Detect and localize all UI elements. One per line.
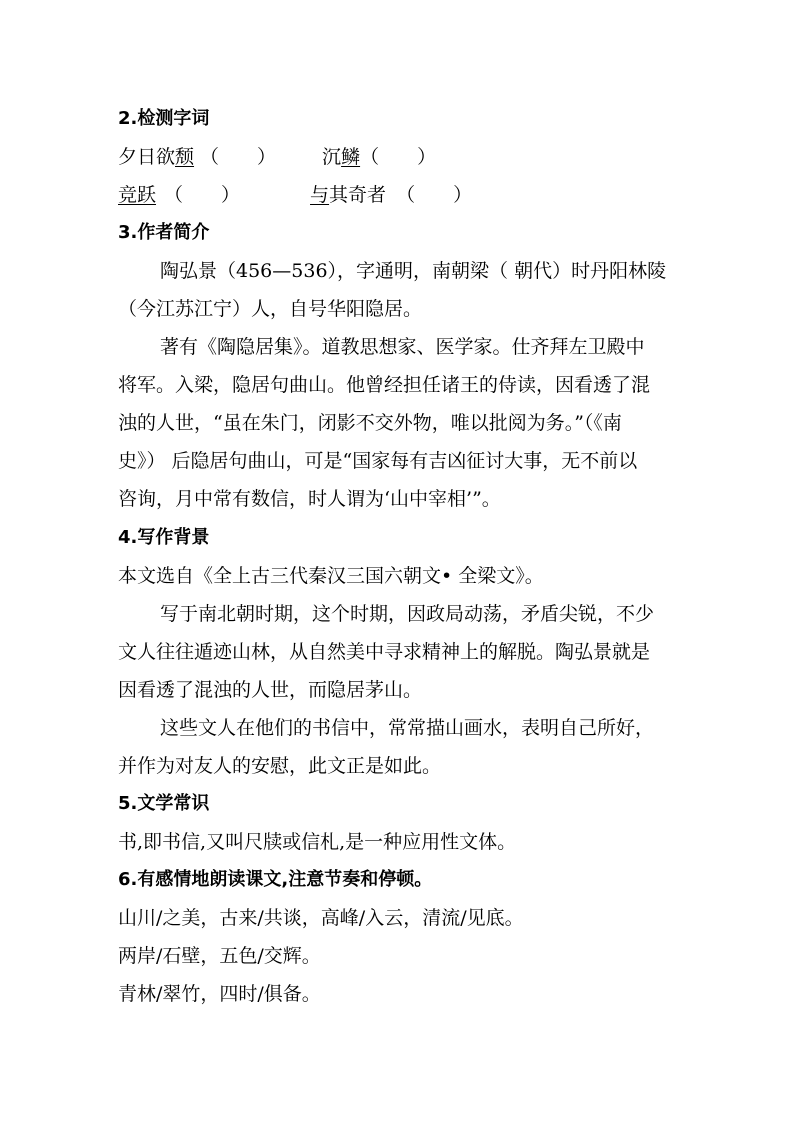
vocab-4-blank: （ ） — [396, 184, 473, 206]
author-para-2-line-3: 浊的人世，“虽在朱门，闭影不交外物，唯以批阅为务。”（《南 — [118, 412, 622, 434]
vocab-4-target: 与 — [310, 184, 330, 206]
author-para-2-line-2: 将军。入梁，隐居句曲山。他曾经担任诸王的侍读，因看透了混 — [118, 374, 651, 396]
background-para-1-line-2: 文人往往遁迹山林，从自然美中寻求精神上的解脱。陶弘景就是 — [118, 641, 651, 663]
vocab-2-blank: （ ） — [360, 146, 437, 168]
vocab-3-target: 竞跃 — [118, 184, 157, 206]
vocab-1-target: 颓 — [175, 146, 195, 168]
vocab-1-blank: （ ） — [200, 146, 277, 168]
vocab-2-target: 鳞 — [341, 146, 361, 168]
reading-line-1: 山川/之美，古来/共谈，高峰/入云，清流/见底。 — [118, 907, 524, 929]
section-2-heading: 2.检测字词 — [118, 108, 210, 129]
vocab-2-text: 沉 — [322, 146, 342, 168]
author-para-2-line-5: 咨询，月中常有数信，时人谓为‘山中宰相’”。 — [118, 488, 501, 510]
section-4-heading: 4.写作背景 — [118, 527, 210, 548]
section-5-heading: 5.文学常识 — [118, 793, 210, 814]
author-para-2-line-4: 史》） 后隐居句曲山，可是“国家每有吉凶征讨大事，无不前以 — [118, 450, 638, 472]
author-para-1-line-1: 陶弘景（456—536），字通明，南朝梁（ 朝代）时丹阳林陵 — [160, 260, 667, 282]
source-line: 本文选自《全上古三代秦汉三国六朝文• 全梁文》。 — [118, 565, 544, 587]
vocab-row-2 — [118, 184, 472, 206]
vocab-1-text: 夕日欲 — [118, 146, 176, 168]
reading-line-2: 两岸/石壁，五色/交辉。 — [118, 945, 321, 967]
section-6-heading: 6.有感情地朗读课文,注意节奏和停顿。 — [118, 869, 433, 890]
vocab-row-1 — [118, 146, 436, 168]
literary-knowledge-text: 书,即书信,又叫尺牍或信札,是一种应用性文体。 — [118, 831, 517, 853]
author-para-1-line-2: （今江苏江宁）人，自号华阳隐居。 — [118, 298, 423, 320]
section-3-heading: 3.作者简介 — [118, 222, 210, 243]
vocab-3-blank: （ ） — [164, 184, 241, 206]
background-para-1-line-1: 写于南北朝时期，这个时期，因政局动荡，矛盾尖锐，不少 — [160, 603, 655, 625]
reading-line-3: 青林/翠竹，四时/俱备。 — [118, 983, 321, 1005]
background-para-2-line-2: 并作为对友人的安慰，此文正是如此。 — [118, 755, 442, 777]
background-para-1-line-3: 因看透了混浊的人世，而隐居茅山。 — [118, 679, 423, 701]
author-para-2-line-1: 著有《陶隐居集》。道教思想家、医学家。仕齐拜左卫殿中 — [160, 336, 645, 358]
vocab-4-text: 其奇者 — [329, 184, 387, 206]
background-para-2-line-1: 这些文人在他们的书信中，常常描山画水，表明自己所好， — [160, 717, 655, 739]
